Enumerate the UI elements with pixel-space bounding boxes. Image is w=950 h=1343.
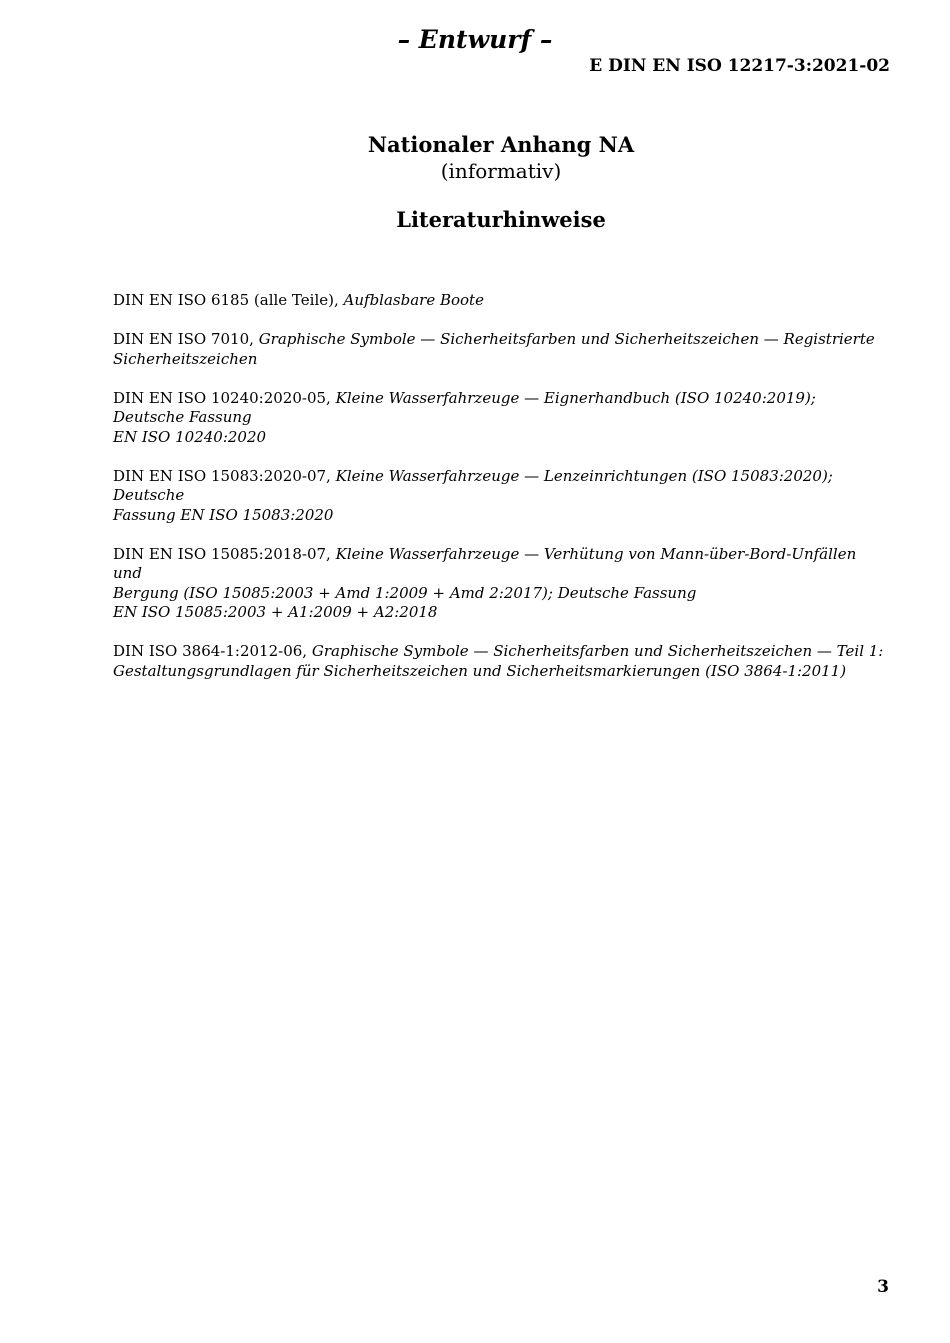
annex-subtitle: (informativ) — [440, 159, 562, 183]
reference-number: DIN ISO 3864-1:2012-06, — [113, 642, 308, 660]
page-number: 3 — [877, 1277, 889, 1297]
reference-item — [113, 291, 889, 311]
reference-number: DIN EN ISO 7010, — [113, 330, 254, 348]
reference-title-continued: EN ISO 10240:2020 — [113, 427, 267, 446]
draft-mark: – Entwurf – — [397, 25, 553, 54]
reference-title: Graphische Symbole — Sicherheitsfarben und Sicherheitszeichen — Registrierte — [258, 330, 875, 348]
reference-title-continued: Fassung EN ISO 15083:2020 — [113, 505, 334, 524]
reference-title-continued: Bergung (ISO 15085:2003 + Amd 1:2009 + Amd 2:2017); Deutsche Fassung — [113, 583, 697, 602]
reference-list — [113, 291, 889, 701]
reference-title: Kleine Wasserfahrzeuge — Lenzeinrichtungen (ISO 15083:2020); Deutsche — [113, 466, 833, 504]
document-id: E DIN EN ISO 12217-3:2021-02 — [589, 56, 890, 76]
reference-number: DIN EN ISO 15085:2018-07, — [113, 544, 331, 563]
reference-number: DIN EN ISO 6185 (alle Teile), — [113, 291, 339, 309]
reference-title: Kleine Wasserfahrzeuge — Verhütung von Mann-über-Bord-Unfällen und — [113, 544, 857, 582]
reference-title: Kleine Wasserfahrzeuge — Eignerhandbuch (ISO 10240:2019); Deutsche Fassung — [113, 388, 816, 426]
reference-item — [113, 330, 889, 369]
reference-title-continued: Sicherheitszeichen — [113, 349, 258, 368]
reference-title: Aufblasbare Boote — [343, 291, 484, 309]
reference-item — [113, 467, 889, 526]
reference-number: DIN EN ISO 10240:2020-05, — [113, 388, 331, 407]
reference-item — [113, 642, 889, 681]
reference-item — [113, 545, 889, 623]
reference-title-continued: EN ISO 15085:2003 + A1:2009 + A2:2018 — [113, 603, 438, 621]
annex-title: Nationaler Anhang NA — [367, 132, 635, 157]
reference-title: Graphische Symbole — Sicherheitsfarben und Sicherheitszeichen — Teil 1: — [311, 642, 884, 660]
section-title: Literaturhinweise — [396, 207, 606, 232]
reference-title-continued: Gestaltungsgrundlagen für Sicherheitszeichen und Sicherheitsmarkierungen (ISO 3864-1:2011) — [113, 661, 847, 680]
reference-number: DIN EN ISO 15083:2020-07, — [113, 466, 331, 485]
reference-item — [113, 389, 889, 448]
